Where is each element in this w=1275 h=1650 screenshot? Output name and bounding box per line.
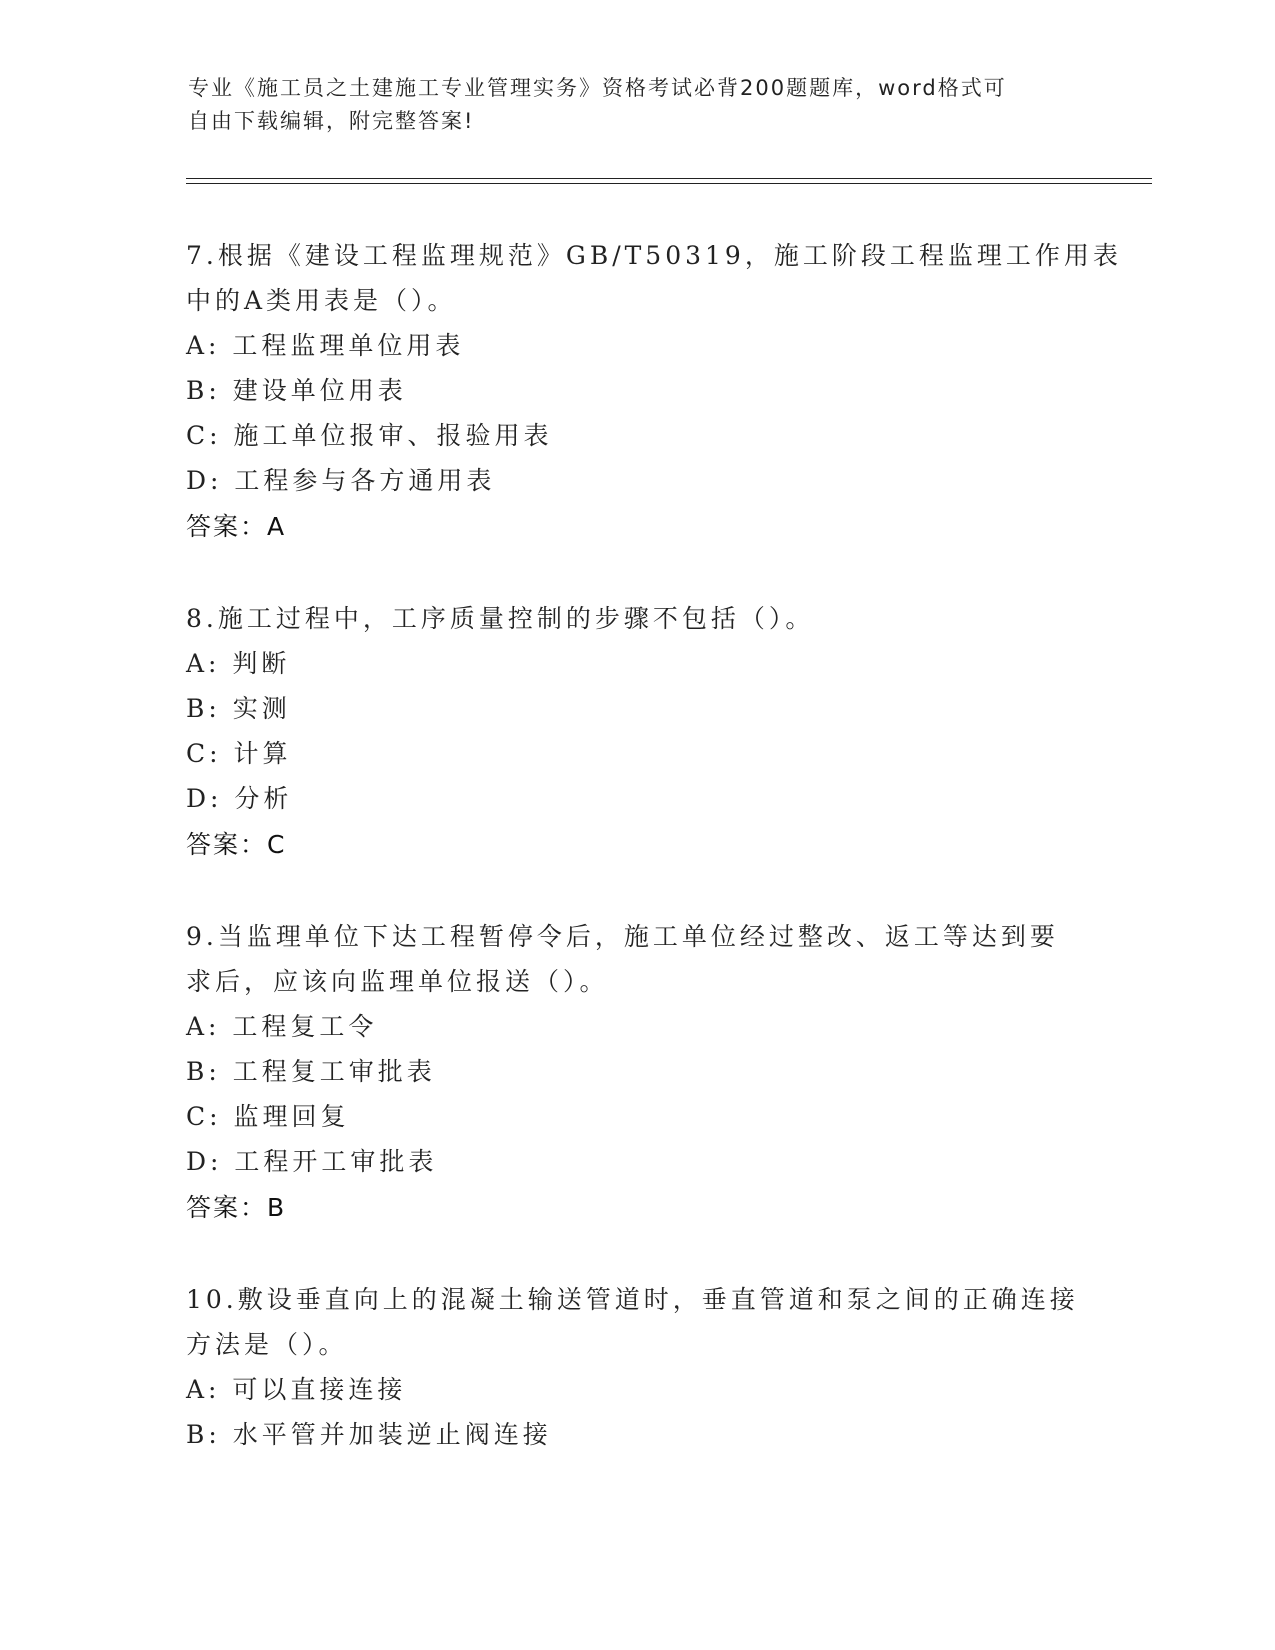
question-8 [186,596,1086,868]
question-stem: 7.根据《建设工程监理规范》GB/T50319，施工阶段工程监理工作用表 [186,241,1122,270]
question-list [186,233,1122,1503]
option-c: C: 监理回复 [186,1102,350,1131]
option-d: D: 工程参与各方通用表 [186,466,496,495]
question-10 [186,1277,1086,1457]
option-d: D: 分析 [186,784,293,813]
header-divider-bottom [186,183,1152,184]
option-a: A: 可以直接连接 [186,1375,407,1404]
question-7 [186,233,1122,550]
option-c: C: 施工单位报审、报验用表 [186,421,553,450]
question-stem: 求后，应该向监理单位报送（）。 [186,967,609,996]
question-stem: 方法是（）。 [186,1330,348,1359]
header-line-2: 自由下载编辑，附完整答案! [188,109,475,133]
option-d: D: 工程开工审批表 [186,1147,438,1176]
option-a: A: 工程监理单位用表 [186,331,465,360]
answer: 答案：B [186,1193,287,1222]
question-stem: 10.敷设垂直向上的混凝土输送管道时，垂直管道和泵之间的正确连接 [186,1285,1079,1314]
option-a: A: 工程复工令 [186,1012,378,1041]
option-b: B: 建设单位用表 [186,376,407,405]
question-stem: 中的A类用表是（）。 [186,286,457,315]
option-b: B: 实测 [186,694,291,723]
question-stem: 9.当监理单位下达工程暂停令后，施工单位经过整改、返工等达到要 [186,922,1059,951]
answer: 答案：C [186,830,287,859]
question-9 [186,914,1086,1231]
option-b: B: 水平管并加装逆止阀连接 [186,1420,552,1449]
option-a: A: 判断 [186,649,291,678]
question-stem: 8.施工过程中，工序质量控制的步骤不包括（）。 [186,604,815,633]
option-c: C: 计算 [186,739,292,768]
header-line-1: 专业《施工员之土建施工专业管理实务》资格考试必背200题题库，word格式可 [188,76,1007,100]
option-b: B: 工程复工审批表 [186,1057,436,1086]
answer: 答案：A [186,512,287,541]
header-divider-top [186,178,1152,179]
document-header [188,72,1088,138]
